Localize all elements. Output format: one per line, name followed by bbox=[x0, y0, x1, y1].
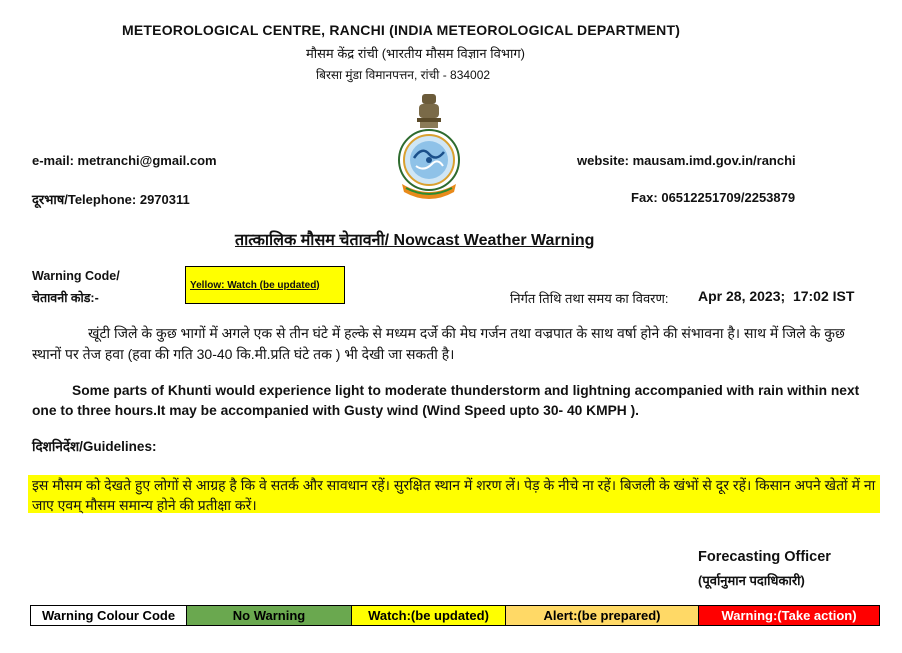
telephone-contact: दूरभाष/Telephone: 2970311 bbox=[32, 192, 190, 207]
officer-title-hi: (पूर्वानुमान पदाधिकारी) bbox=[698, 573, 805, 588]
officer-title-en: Forecasting Officer bbox=[698, 549, 831, 565]
email-contact: e-mail: metranchi@gmail.com bbox=[32, 153, 217, 168]
legend-alert: Alert:(be prepared) bbox=[506, 606, 699, 626]
imd-emblem-icon bbox=[398, 92, 460, 204]
warning-code-label-hi: चेतावनी कोड:- bbox=[32, 291, 99, 305]
legend-row bbox=[31, 606, 880, 626]
website-contact: website: mausam.imd.gov.in/ranchi bbox=[577, 153, 796, 168]
centre-address: बिरसा मुंडा विमानपत्तन, रांची - 834002 bbox=[316, 68, 491, 82]
forecast-english: Some parts of Khunti would experience light to moderate thunderstorm and lightning accompanied with rain within next one to three hours.It may be accompanied with Gusty wind (Wind Speed upto 30- 40 KMPH ). bbox=[32, 383, 860, 418]
legend-no-warning: No Warning bbox=[187, 606, 352, 626]
warning-code-badge bbox=[185, 266, 345, 304]
legend-watch: Watch:(be updated) bbox=[352, 606, 506, 626]
fax-contact: Fax: 06512251709/2253879 bbox=[631, 190, 796, 205]
centre-title-hi: मौसम केंद्र रांची (भारतीय मौसम विज्ञान विभाग) bbox=[306, 46, 525, 61]
warning-code-label-en: Warning Code/ bbox=[32, 269, 120, 283]
guidelines-text: इस मौसम को देखते हुए लोगों से आग्रह है कि वे सतर्क और सावधान रहें। सुरक्षित स्थान में शरण लें। पेड़ के नीचे ना रहें। बिजली के खंभों से दूर रहें। किसान अपने खेतों में ना जाए एवम् मौसम समान्य होने की प्रतीक्षा करें। bbox=[28, 475, 880, 513]
page-title: तात्कालिक मौसम चेतावनी/ Nowcast Weather Warning bbox=[235, 232, 595, 249]
centre-title-en: METEOROLOGICAL CENTRE, RANCHI (INDIA METEOROLOGICAL DEPARTMENT) bbox=[122, 22, 681, 38]
warning-code-value: Yellow: Watch (be updated) bbox=[190, 279, 320, 291]
warning-colour-legend bbox=[30, 605, 880, 626]
issue-time-label: निर्गत तिथि तथा समय का विवरण: bbox=[510, 291, 669, 306]
legend-warning: Warning:(Take action) bbox=[699, 606, 880, 626]
issue-time-value: Apr 28, 2023; 17:02 IST bbox=[698, 288, 855, 304]
legend-header: Warning Colour Code bbox=[31, 606, 187, 626]
guidelines-heading: दिशनिर्देश/Guidelines: bbox=[32, 439, 157, 454]
forecast-hindi: खूंटी जिले के कुछ भागों में अगले एक से तीन घंटे में हल्के से मध्यम दर्जे की मेघ गर्जन तथा वज्रपात के साथ वर्षा होने की संभावना है। साथ में जिले के कुछ स्थानों पर तेज हवा (हवा की गति 30-40 कि.मी.प्रति घंटे तक ) भी देखी जा सकती है। bbox=[32, 325, 845, 362]
